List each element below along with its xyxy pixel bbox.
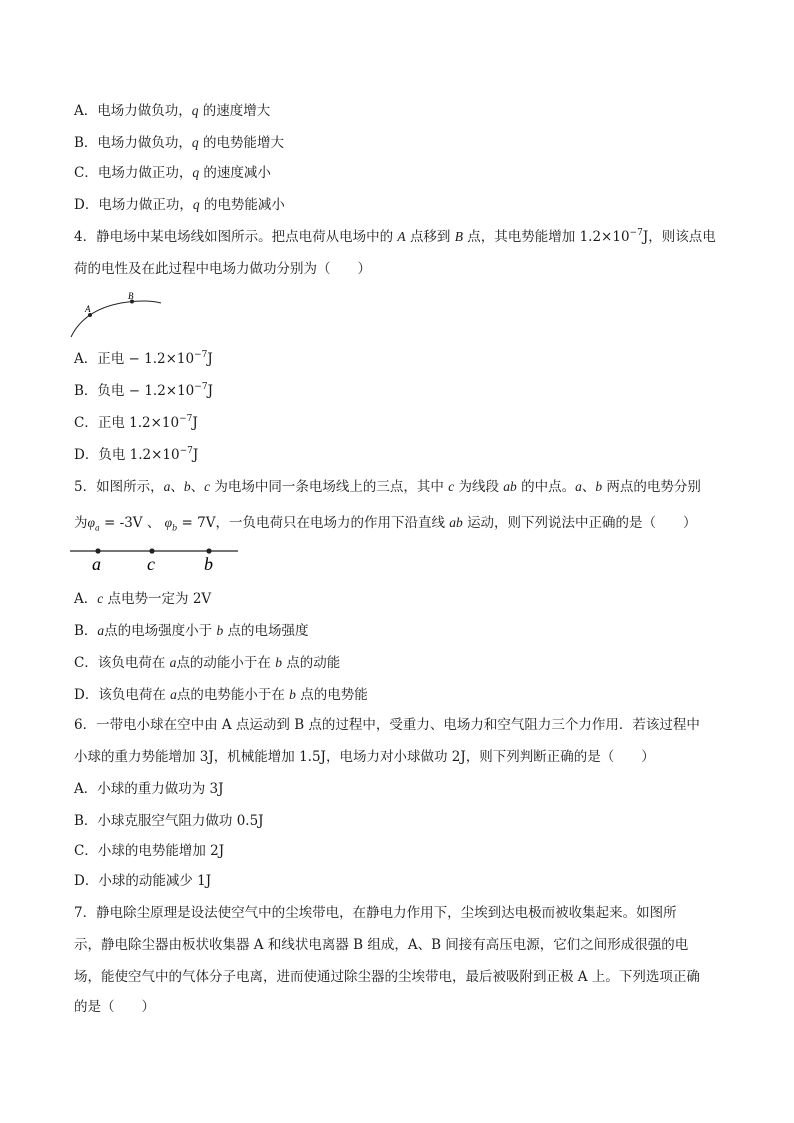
q5-option-b: B．a点的电场强度小于 b 点的电场强度 bbox=[74, 623, 309, 639]
q4-option-d: D．负电 $1.2\times 10^{-7}J$ bbox=[74, 445, 199, 463]
q5-stem-line1: 5．如图所示，a、b、c 为电场中同一条电场线上的三点，其中 c 为线段 ab 的中点。a、b 两点的电势分别 bbox=[74, 479, 701, 495]
q4-stem-line2: 荷的电性及在此过程中电场力做功分别为（ ） bbox=[74, 261, 371, 277]
point-a-label: a bbox=[92, 554, 101, 574]
point-b-label: b bbox=[204, 554, 213, 574]
q7-stem-line4: 的是（ ） bbox=[74, 999, 155, 1015]
q6-option-b: B．小球克服空气阻力做功 0.5J bbox=[74, 813, 264, 829]
point-b-label: B bbox=[128, 291, 134, 301]
point-a-dot bbox=[95, 548, 100, 553]
q5-line-figure bbox=[70, 542, 240, 576]
q4-option-c: C．正电 $1.2\times 10^{-7}J$ bbox=[74, 413, 198, 431]
q4-option-a: A．正电 − $1.2\times 10^{-7}J$ bbox=[74, 349, 213, 367]
q6-option-d: D．小球的动能减少 1J bbox=[74, 873, 212, 889]
q6-stem-line1: 6．一带电小球在空中由 A 点运动到 B 点的过程中，受重力、电场力和空气阻力三个力作用．若该过程中 bbox=[74, 717, 700, 733]
q7-stem-line2: 示，静电除尘器由板状收集器 A 和线状电离器 B 组成，A、B 间接有高压电源，它们之间形成很强的电 bbox=[74, 937, 689, 953]
q7-stem-line1: 7．静电除尘原理是设法使空气中的尘埃带电，在静电力作用下，尘埃到达电极而被收集起来。如图所 bbox=[74, 905, 677, 921]
q7-stem-line3: 场，能使空气中的气体分子电离，进而使通过除尘器的尘埃带电，最后被吸附到正极 A 上。下列选项正确 bbox=[74, 969, 700, 985]
q5-stem-line2: 为$\varphi_a = -3V$ 、 $\varphi_b = 7V$，一负电荷只在电场力的作用下沿直线 ab 运动，则下列说法中正确的是（ ） bbox=[74, 515, 697, 533]
q5-option-c: C．该负电荷在 a点的动能小于在 b 点的动能 bbox=[74, 655, 341, 671]
q6-stem-line2: 小球的重力势能增加 3J，机械能增加 1.5J，电场力对小球做功 2J，则下列判断正确的是（ ） bbox=[74, 749, 655, 765]
q5-option-a: A．c 点电势一定为 2V bbox=[74, 591, 212, 607]
point-a-label: A bbox=[85, 304, 91, 314]
q6-option-a: A．小球的重力做功为 3J bbox=[74, 781, 224, 797]
q3-option-c: C．电场力做正功，q 的速度减小 bbox=[74, 165, 271, 181]
q3-option-b: B．电场力做负功，q 的电势能增大 bbox=[74, 135, 284, 151]
point-b-dot bbox=[206, 548, 211, 553]
q4-stem-line1: 4．静电场中某电场线如图所示。把点电荷从电场中的 A 点移到 B 点，其电势能增加 $1.2\times 10^{-7}J$，则该点电 bbox=[74, 227, 716, 245]
q4-field-line-figure bbox=[66, 290, 176, 344]
q6-option-c: C．小球的电势能增加 2J bbox=[74, 843, 225, 859]
q3-option-a: A．电场力做负功，q 的速度增大 bbox=[74, 103, 271, 119]
point-c-dot bbox=[149, 548, 154, 553]
point-c-label: c bbox=[147, 554, 155, 574]
q5-option-d: D．该负电荷在 a点的电势能小于在 b 点的电势能 bbox=[74, 687, 368, 703]
q4-option-b: B．负电 − $1.2\times 10^{-7}J$ bbox=[74, 381, 213, 399]
q3-option-d: D．电场力做正功，q 的电势能减小 bbox=[74, 197, 285, 213]
